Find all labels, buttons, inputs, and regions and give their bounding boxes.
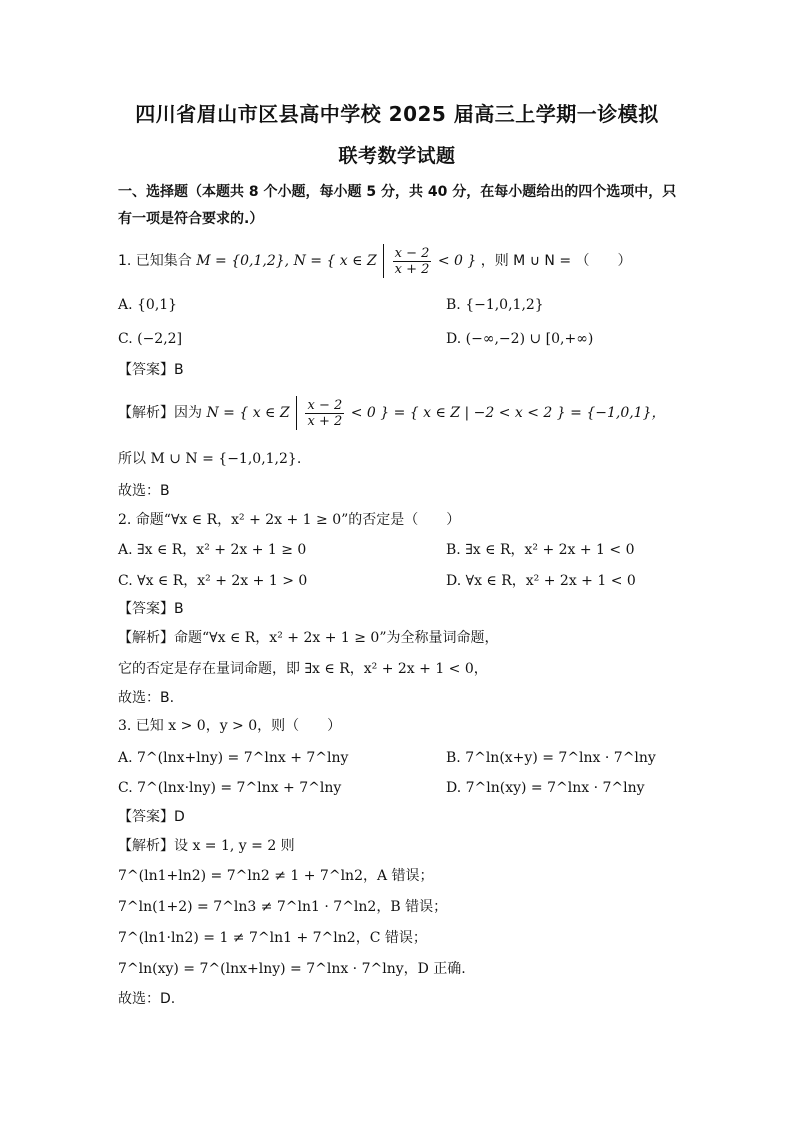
q1-set-n-left: { x ∈ Z [326, 253, 377, 269]
q3-analysis-2: 7^(ln1+ln2) = 7^ln2 ≠ 1 + 7^ln2，A 错误； [118, 868, 434, 884]
q3-analysis-5: 7^ln(xy) = 7^(lnx+lny) = 7^lnx · 7^lny，D 正确. [118, 961, 466, 977]
q1-frac-num: x − 2 [394, 245, 430, 261]
q2-option-a: A. ∃x ∈ R，x² + 2x + 1 ≥ 0 [118, 542, 307, 558]
q1-analysis-frac-den: x + 2 [307, 413, 343, 429]
q1-option-b: B. {−1,0,1,2} [446, 297, 544, 313]
question-3-stem: 3. 已知 x > 0，y > 0，则（ ） [118, 718, 342, 734]
section-heading: 一、选择题（本题共 8 个小题，每小题 5 分，共 40 分，在每小题给出的四个选项中，只 [118, 184, 677, 200]
q1-analysis-right: < 0 } = { x ∈ Z | −2 < x < 2 } = {−1,0,1}， [350, 405, 666, 421]
q2-option-d: D. ∀x ∈ R，x² + 2x + 1 < 0 [446, 573, 636, 589]
q2-conclusion: 故选：B. [118, 690, 175, 706]
q1-analysis-1 [118, 396, 666, 430]
q2-answer: 【答案】B [118, 601, 184, 617]
q3-analysis-1: 【解析】设 x = 1, y = 2 则 [118, 838, 295, 854]
q1-option-a: A. {0,1} [118, 297, 178, 313]
q1-conclusion: 故选：B [118, 483, 170, 499]
q1-analysis-mid: N = { x ∈ Z [206, 405, 290, 421]
q1-fraction [393, 246, 432, 277]
q3-option-d: D. 7^ln(xy) = 7^lnx · 7^lny [446, 780, 645, 796]
q1-suffix: ，则 M ∪ N = （ ） [480, 253, 632, 269]
q1-set-m: M = {0,1,2}, N = [196, 253, 322, 269]
q2-analysis-1: 【解析】命题“∀x ∈ R，x² + 2x + 1 ≥ 0”为全称量词命题， [118, 630, 499, 646]
q2-option-b: B. ∃x ∈ R，x² + 2x + 1 < 0 [446, 542, 635, 558]
q3-option-b: B. 7^ln(x+y) = 7^lnx · 7^lny [446, 750, 656, 766]
page-subtitle: 联考数学试题 [338, 145, 456, 167]
q2-option-c: C. ∀x ∈ R，x² + 2x + 1 > 0 [118, 573, 308, 589]
q3-analysis-4: 7^(ln1·ln2) = 1 ≠ 7^ln1 + 7^ln2，C 错误； [118, 930, 427, 946]
q1-bar [383, 244, 384, 278]
q1-analysis-prefix: 【解析】因为 [118, 405, 202, 421]
q1-answer: 【答案】B [118, 362, 184, 378]
q3-answer: 【答案】D [118, 809, 185, 825]
q3-analysis-3: 7^ln(1+2) = 7^ln3 ≠ 7^ln1 · 7^ln2，B 错误； [118, 899, 448, 915]
section-heading-cont: 有一项是符合要求的.） [118, 211, 264, 227]
q1-option-d: D. (−∞,−2) ∪ [0,+∞) [446, 331, 594, 347]
question-2-stem: 2. 命题“∀x ∈ R，x² + 2x + 1 ≥ 0”的否定是（ ） [118, 512, 461, 528]
q3-conclusion: 故选：D. [118, 991, 176, 1007]
q1-frac-den: x + 2 [394, 261, 430, 277]
q3-option-c: C. 7^(lnx·lny) = 7^lnx + 7^lny [118, 780, 342, 796]
q3-option-a: A. 7^(lnx+lny) = 7^lnx + 7^lny [118, 750, 349, 766]
q1-option-c: C. (−2,2] [118, 331, 183, 347]
q1-set-n-right: < 0 } [437, 253, 477, 269]
q1-analysis-frac-num: x − 2 [307, 397, 343, 413]
q1-analysis-bar [296, 396, 297, 430]
question-1-stem [118, 244, 632, 278]
q1-analysis-fraction [305, 398, 344, 429]
page-title: 四川省眉山市区县高中学校 2025 届高三上学期一诊模拟 [135, 102, 659, 126]
q1-prefix: 1. 已知集合 [118, 253, 192, 269]
q2-analysis-2: 它的否定是存在量词命题，即 ∃x ∈ R，x² + 2x + 1 < 0， [118, 661, 488, 677]
q1-analysis-2: 所以 M ∪ N = {−1,0,1,2}. [118, 451, 302, 467]
